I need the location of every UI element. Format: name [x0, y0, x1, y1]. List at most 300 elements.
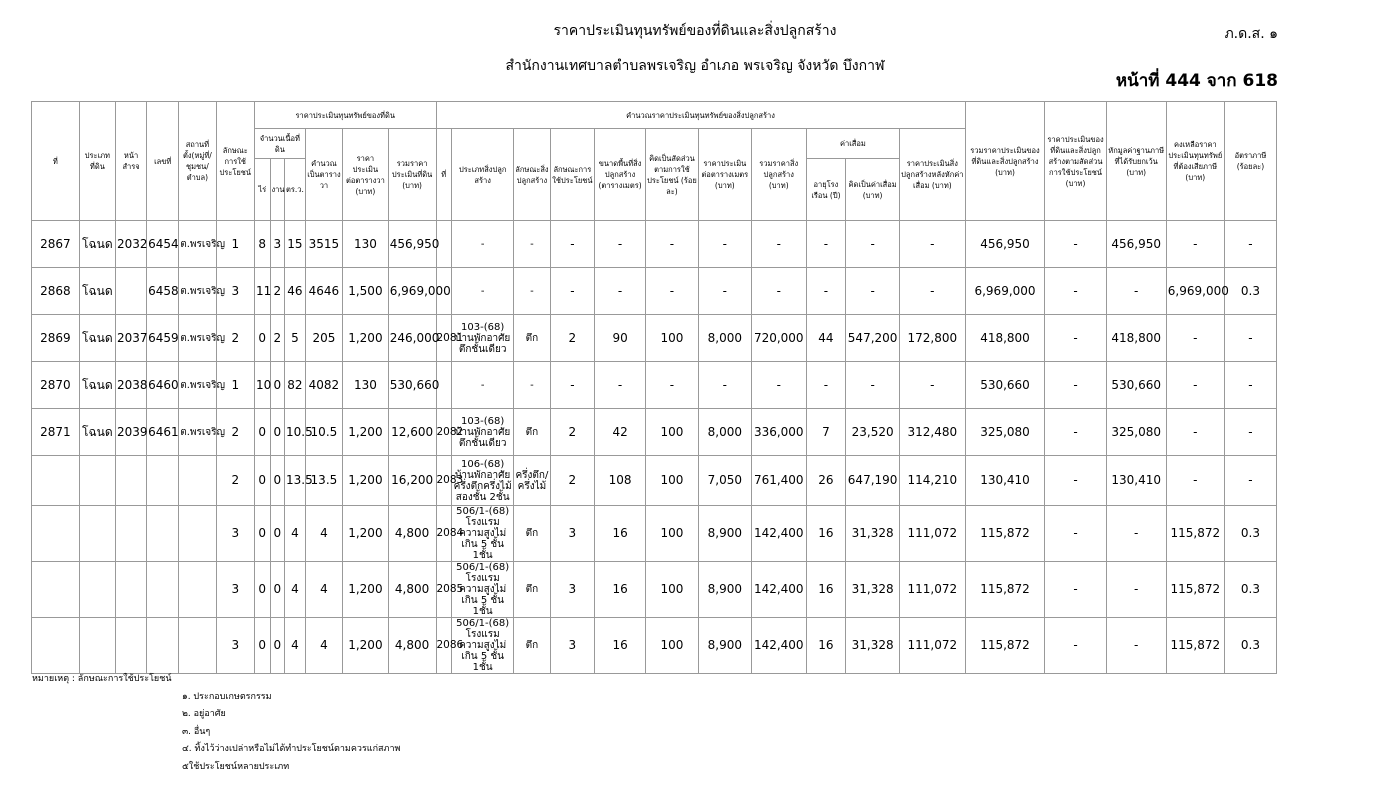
col-rai: ไร่ — [254, 159, 270, 221]
cell-b-price: - — [698, 221, 751, 268]
col-price-per-sqwa: ราคาประเมินต่อตารางวา (บาท) — [343, 129, 389, 221]
cell-b-price: 8,900 — [698, 562, 751, 618]
cell-b-depr: - — [846, 268, 900, 315]
cell-b-character: ตึก — [514, 409, 550, 456]
cell-b-age: 16 — [806, 506, 845, 562]
table-row — [32, 362, 1277, 409]
cell-b-usage: 3 — [550, 506, 595, 562]
cell-total-value: 325,080 — [965, 409, 1045, 456]
cell-proportion: - — [1045, 456, 1106, 506]
cell-b-depr: - — [846, 221, 900, 268]
cell-b-net: 111,072 — [900, 506, 966, 562]
table-row — [32, 221, 1277, 268]
cell-b-type: 103-(68) บ้านพักอาศัยตึกชั้นเดียว — [452, 409, 514, 456]
col-b-pct: คิดเป็นสัดส่วนตามการใช้ประโยชน์ (ร้อยละ) — [645, 129, 698, 221]
table-row — [32, 506, 1277, 562]
cell-b-pct: 100 — [645, 315, 698, 362]
cell-rate: - — [1224, 409, 1276, 456]
cell-doc-type: โฉนด — [79, 221, 115, 268]
document-title: ราคาประเมินทุนทรัพย์ของที่ดินและสิ่งปลูกสร้าง — [553, 23, 837, 39]
cell-no: 2870 — [32, 362, 80, 409]
cell-usage: 2 — [216, 456, 254, 506]
cell-remaining: 115,872 — [1166, 506, 1224, 562]
table-row — [32, 456, 1277, 506]
cell-proportion: - — [1045, 506, 1106, 562]
cell-survey-page: 2038 — [116, 362, 147, 409]
cell-calc-sqwa: 3515 — [305, 221, 342, 268]
cell-b-net: - — [900, 221, 966, 268]
cell-b-usage: - — [550, 221, 595, 268]
assessment-table — [31, 101, 1277, 674]
cell-b-price: 8,900 — [698, 506, 751, 562]
office-name: สำนักงานเทศบาลตำบลพรเจริญ อำเภอ พรเจริญ จังหวัด บึงกาฬ — [505, 58, 885, 74]
cell-land-total: 456,950 — [388, 221, 436, 268]
col-proportion: ราคาประเมินของที่ดินและสิ่งปลูกสร้างตามสัดส่วนการใช้ประโยชน์ (บาท) — [1045, 102, 1106, 221]
cell-land-total: 16,200 — [388, 456, 436, 506]
cell-b-age: 44 — [806, 315, 845, 362]
cell-b-size: 90 — [595, 315, 646, 362]
cell-rai: 11 — [254, 268, 270, 315]
cell-b-usage: 2 — [550, 456, 595, 506]
cell-b-no: 2084 — [436, 506, 452, 562]
cell-price-per-sqwa: 1,200 — [343, 506, 389, 562]
cell-usage: 3 — [216, 268, 254, 315]
cell-rate: - — [1224, 221, 1276, 268]
cell-location — [179, 506, 216, 562]
cell-calc-sqwa: 13.5 — [305, 456, 342, 506]
col-b-size: ขนาดพื้นที่สิ่งปลูกสร้าง (ตารางเมตร) — [595, 129, 646, 221]
cell-ngan: 0 — [270, 362, 285, 409]
col-survey-page: หน้าสำรจ — [116, 102, 147, 221]
cell-ngan: 0 — [270, 618, 285, 674]
cell-proportion: - — [1045, 315, 1106, 362]
cell-b-usage: - — [550, 362, 595, 409]
cell-b-size: - — [595, 362, 646, 409]
cell-b-no: 2081 — [436, 315, 452, 362]
cell-sqwa: 4 — [285, 562, 306, 618]
table-row — [32, 409, 1277, 456]
cell-total-value: 530,660 — [965, 362, 1045, 409]
form-code: ภ.ด.ส. ๑ — [1224, 26, 1278, 42]
cell-b-character: - — [514, 268, 550, 315]
cell-price-per-sqwa: 1,200 — [343, 409, 389, 456]
cell-rate: - — [1224, 456, 1276, 506]
col-land-group: ราคาประเมินทุนทรัพย์ของที่ดิน — [254, 102, 436, 129]
col-b-usage: ลักษณะการใช้ประโยชน์ — [550, 129, 595, 221]
cell-b-price: - — [698, 268, 751, 315]
cell-ngan: 0 — [270, 506, 285, 562]
cell-rate: 0.3 — [1224, 618, 1276, 674]
cell-b-price: - — [698, 362, 751, 409]
cell-doc-type: โฉนด — [79, 268, 115, 315]
cell-doc-type: โฉนด — [79, 315, 115, 362]
cell-number: 6459 — [147, 315, 179, 362]
table-row — [32, 268, 1277, 315]
cell-b-age: 26 — [806, 456, 845, 506]
cell-number: 6458 — [147, 268, 179, 315]
cell-b-type: 506/1-(68) โรงแรม ความสูงไม่เกิน 5 ชั้น 1ชั้น — [452, 562, 514, 618]
col-ngan: งาน — [270, 159, 285, 221]
cell-ngan: 2 — [270, 268, 285, 315]
cell-b-pct: 100 — [645, 506, 698, 562]
cell-calc-sqwa: 4 — [305, 506, 342, 562]
cell-land-total: 4,800 — [388, 506, 436, 562]
cell-ngan: 0 — [270, 409, 285, 456]
cell-usage: 2 — [216, 409, 254, 456]
cell-rai: 0 — [254, 315, 270, 362]
cell-survey-page — [116, 456, 147, 506]
cell-no — [32, 562, 80, 618]
cell-sqwa: 82 — [285, 362, 306, 409]
cell-location — [179, 618, 216, 674]
cell-land-total: 4,800 — [388, 562, 436, 618]
cell-b-no: 2082 — [436, 409, 452, 456]
cell-exempt: - — [1106, 506, 1166, 562]
cell-b-type: 506/1-(68) โรงแรม ความสูงไม่เกิน 5 ชั้น 1ชั้น — [452, 506, 514, 562]
col-total-value: รวมราคาประเมินของที่ดินและสิ่งปลูกสร้าง (บาท) — [965, 102, 1045, 221]
cell-doc-type: โฉนด — [79, 362, 115, 409]
cell-remaining: - — [1166, 409, 1224, 456]
cell-number — [147, 506, 179, 562]
col-calc-sqwa: คำนวณเป็นตารางวา — [305, 129, 342, 221]
cell-doc-type — [79, 562, 115, 618]
cell-b-size: 16 — [595, 506, 646, 562]
col-land-total: รวมราคาประเมินที่ดิน (บาท) — [388, 129, 436, 221]
cell-rai: 8 — [254, 221, 270, 268]
cell-b-age: 7 — [806, 409, 845, 456]
cell-b-total: 142,400 — [751, 506, 806, 562]
cell-sqwa: 15 — [285, 221, 306, 268]
cell-usage: 1 — [216, 221, 254, 268]
col-rate: อัตราภาษี (ร้อยละ) — [1224, 102, 1276, 221]
col-b-price: ราคาประเมินต่อตารางเมตร (บาท) — [698, 129, 751, 221]
cell-remaining: 115,872 — [1166, 562, 1224, 618]
cell-b-total: 761,400 — [751, 456, 806, 506]
cell-b-type: 106-(68) บ้านพักอาศัยครึ่งตึกครึ่งไม้สองชั้น 2ชั้น — [452, 456, 514, 506]
cell-b-total: - — [751, 268, 806, 315]
cell-b-size: - — [595, 221, 646, 268]
cell-rate: 0.3 — [1224, 506, 1276, 562]
cell-ngan: 0 — [270, 562, 285, 618]
cell-b-total: 142,400 — [751, 562, 806, 618]
cell-b-usage: 3 — [550, 562, 595, 618]
cell-survey-page — [116, 506, 147, 562]
cell-survey-page: 2032 — [116, 221, 147, 268]
cell-b-age: 16 — [806, 562, 845, 618]
cell-b-size: - — [595, 268, 646, 315]
col-b-type: ประเภทสิ่งปลูกสร้าง — [452, 129, 514, 221]
col-b-character: ลักษณะสิ่งปลูกสร้าง — [514, 129, 550, 221]
cell-location: ต.พรเจริญ — [179, 315, 216, 362]
cell-b-character: - — [514, 221, 550, 268]
cell-remaining: - — [1166, 221, 1224, 268]
cell-remaining: - — [1166, 456, 1224, 506]
cell-b-character: ตึก — [514, 618, 550, 674]
cell-exempt: - — [1106, 618, 1166, 674]
cell-price-per-sqwa: 1,200 — [343, 618, 389, 674]
cell-b-total: - — [751, 221, 806, 268]
cell-calc-sqwa: 4082 — [305, 362, 342, 409]
cell-sqwa: 5 — [285, 315, 306, 362]
cell-land-total: 530,660 — [388, 362, 436, 409]
table-row — [32, 618, 1277, 674]
cell-doc-type — [79, 456, 115, 506]
cell-total-value: 130,410 — [965, 456, 1045, 506]
cell-b-depr: 31,328 — [846, 562, 900, 618]
notes-heading: หมายเหตุ : ลักษณะการใช้ประโยชน์ — [32, 674, 172, 684]
cell-survey-page — [116, 562, 147, 618]
cell-number: 6461 — [147, 409, 179, 456]
cell-proportion: - — [1045, 362, 1106, 409]
cell-location: ต.พรเจริญ — [179, 409, 216, 456]
cell-number — [147, 456, 179, 506]
cell-b-price: 8,900 — [698, 618, 751, 674]
cell-b-no: 2086 — [436, 618, 452, 674]
cell-rate: 0.3 — [1224, 562, 1276, 618]
col-depr-group: ค่าเสื่อม — [806, 129, 899, 159]
table-body — [32, 221, 1277, 674]
cell-b-depr: 647,190 — [846, 456, 900, 506]
cell-land-total: 12,600 — [388, 409, 436, 456]
cell-proportion: - — [1045, 409, 1106, 456]
cell-b-net: 114,210 — [900, 456, 966, 506]
cell-b-pct: - — [645, 268, 698, 315]
cell-no: 2869 — [32, 315, 80, 362]
cell-number: 6460 — [147, 362, 179, 409]
page-number: หน้าที่ 444 จาก 618 — [1115, 71, 1278, 91]
cell-calc-sqwa: 205 — [305, 315, 342, 362]
cell-b-depr: 31,328 — [846, 506, 900, 562]
col-b-net: ราคาประเมินสิ่งปลูกสร้างหลังหักค่าเสื่อม (บาท) — [900, 129, 966, 221]
cell-b-pct: 100 — [645, 618, 698, 674]
cell-survey-page: 2039 — [116, 409, 147, 456]
cell-b-type: - — [452, 221, 514, 268]
cell-rai: 0 — [254, 409, 270, 456]
cell-exempt: 325,080 — [1106, 409, 1166, 456]
cell-exempt: 130,410 — [1106, 456, 1166, 506]
cell-usage: 3 — [216, 562, 254, 618]
cell-b-character: - — [514, 362, 550, 409]
cell-b-character: ครึ่งตึก/ครึ่งไม้ — [514, 456, 550, 506]
cell-proportion: - — [1045, 221, 1106, 268]
cell-exempt: 418,800 — [1106, 315, 1166, 362]
note-item: ๓. อื่นๆ — [182, 726, 211, 737]
cell-total-value: 6,969,000 — [965, 268, 1045, 315]
col-b-total: รวมราคาสิ่งปลูกสร้าง (บาท) — [751, 129, 806, 221]
cell-location: ต.พรเจริญ — [179, 221, 216, 268]
cell-b-pct: 100 — [645, 409, 698, 456]
note-item: ๕ใช้ประโยชน์หลายประเภท — [182, 761, 290, 772]
cell-b-net: 312,480 — [900, 409, 966, 456]
col-number: เลขที่ — [147, 102, 179, 221]
col-building-group: คำนวณราคาประเมินทุนทรัพย์ของสิ่งปลูกสร้าง — [436, 102, 965, 129]
cell-number — [147, 562, 179, 618]
cell-location — [179, 562, 216, 618]
cell-price-per-sqwa: 1,500 — [343, 268, 389, 315]
col-sqwa: ตร.ว. — [285, 159, 306, 221]
cell-b-depr: 23,520 — [846, 409, 900, 456]
cell-total-value: 418,800 — [965, 315, 1045, 362]
cell-no — [32, 456, 80, 506]
col-usage: ลักษณะการใช้ประโยชน์ — [216, 102, 254, 221]
cell-rate: - — [1224, 315, 1276, 362]
cell-b-total: - — [751, 362, 806, 409]
cell-calc-sqwa: 4 — [305, 618, 342, 674]
notes — [32, 671, 400, 776]
col-b-no: ที่ — [436, 129, 452, 221]
col-b-depr: คิดเป็นค่าเสื่อม (บาท) — [846, 159, 900, 221]
cell-exempt: - — [1106, 562, 1166, 618]
cell-b-usage: - — [550, 268, 595, 315]
cell-rate: - — [1224, 362, 1276, 409]
cell-usage: 2 — [216, 315, 254, 362]
cell-calc-sqwa: 10.5 — [305, 409, 342, 456]
col-area-group: จำนวนเนื้อที่ดิน — [254, 129, 305, 159]
cell-b-character: ตึก — [514, 506, 550, 562]
cell-survey-page — [116, 268, 147, 315]
cell-b-total: 720,000 — [751, 315, 806, 362]
cell-total-value: 115,872 — [965, 562, 1045, 618]
cell-b-age: - — [806, 268, 845, 315]
cell-no: 2871 — [32, 409, 80, 456]
cell-total-value: 115,872 — [965, 506, 1045, 562]
cell-total-value: 456,950 — [965, 221, 1045, 268]
cell-remaining: - — [1166, 315, 1224, 362]
cell-proportion: - — [1045, 268, 1106, 315]
note-item: ๔. ทิ้งไว้ว่างเปล่าหรือไม่ได้ทำประโยชน์ตามควรแก่สภาพ — [182, 744, 401, 754]
cell-b-net: - — [900, 362, 966, 409]
cell-rai: 10 — [254, 362, 270, 409]
cell-price-per-sqwa: 130 — [343, 221, 389, 268]
cell-b-character: ตึก — [514, 562, 550, 618]
cell-price-per-sqwa: 1,200 — [343, 315, 389, 362]
cell-b-net: - — [900, 268, 966, 315]
cell-remaining: - — [1166, 362, 1224, 409]
cell-location: ต.พรเจริญ — [179, 362, 216, 409]
cell-no: 2867 — [32, 221, 80, 268]
cell-b-total: 336,000 — [751, 409, 806, 456]
cell-exempt: 530,660 — [1106, 362, 1166, 409]
cell-price-per-sqwa: 1,200 — [343, 456, 389, 506]
cell-b-type: 103-(68) บ้านพักอาศัยตึกชั้นเดียว — [452, 315, 514, 362]
cell-b-size: 16 — [595, 562, 646, 618]
note-item: ๒. อยู่อาศัย — [182, 709, 226, 719]
cell-b-age: 16 — [806, 618, 845, 674]
cell-b-price: 7,050 — [698, 456, 751, 506]
cell-b-depr: 547,200 — [846, 315, 900, 362]
cell-location — [179, 456, 216, 506]
cell-b-character: ตึก — [514, 315, 550, 362]
cell-calc-sqwa: 4 — [305, 562, 342, 618]
cell-sqwa: 13.5 — [285, 456, 306, 506]
cell-survey-page: 2037 — [116, 315, 147, 362]
note-item: ๑. ประกอบเกษตรกรรม — [182, 691, 272, 702]
table-row — [32, 562, 1277, 618]
cell-survey-page — [116, 618, 147, 674]
cell-b-no: 2083 — [436, 456, 452, 506]
cell-location: ต.พรเจริญ — [179, 268, 216, 315]
cell-land-total: 246,000 — [388, 315, 436, 362]
cell-sqwa: 4 — [285, 618, 306, 674]
cell-exempt: 456,950 — [1106, 221, 1166, 268]
cell-proportion: - — [1045, 562, 1106, 618]
cell-remaining: 6,969,000 — [1166, 268, 1224, 315]
cell-b-pct: 100 — [645, 562, 698, 618]
cell-ngan: 2 — [270, 315, 285, 362]
cell-b-type: - — [452, 362, 514, 409]
cell-b-total: 142,400 — [751, 618, 806, 674]
col-no: ที่ — [32, 102, 80, 221]
cell-number: 6454 — [147, 221, 179, 268]
cell-rai: 0 — [254, 562, 270, 618]
cell-b-usage: 3 — [550, 618, 595, 674]
cell-doc-type — [79, 618, 115, 674]
cell-b-type: 506/1-(68) โรงแรม ความสูงไม่เกิน 5 ชั้น 1ชั้น — [452, 618, 514, 674]
cell-usage: 3 — [216, 618, 254, 674]
cell-b-usage: 2 — [550, 315, 595, 362]
cell-price-per-sqwa: 1,200 — [343, 562, 389, 618]
cell-rai: 0 — [254, 456, 270, 506]
col-doc-type: ประเภทที่ดิน — [79, 102, 115, 221]
cell-usage: 1 — [216, 362, 254, 409]
cell-ngan: 3 — [270, 221, 285, 268]
cell-ngan: 0 — [270, 456, 285, 506]
cell-sqwa: 4 — [285, 506, 306, 562]
cell-b-type: - — [452, 268, 514, 315]
cell-b-price: 8,000 — [698, 315, 751, 362]
cell-b-pct: - — [645, 362, 698, 409]
col-remaining: คงเหลือราคาประเมินทุนทรัพย์ที่ต้องเสียภาษี (บาท) — [1166, 102, 1224, 221]
cell-doc-type: โฉนด — [79, 409, 115, 456]
cell-b-depr: 31,328 — [846, 618, 900, 674]
col-b-age: อายุโรงเรือน (ปี) — [806, 159, 845, 221]
col-exempt: หักมูลค่าฐานภาษีที่ได้รับยกเว้น (บาท) — [1106, 102, 1166, 221]
cell-no — [32, 618, 80, 674]
cell-rai: 0 — [254, 618, 270, 674]
cell-b-price: 8,000 — [698, 409, 751, 456]
cell-no — [32, 506, 80, 562]
cell-usage: 3 — [216, 506, 254, 562]
cell-b-no: 2085 — [436, 562, 452, 618]
cell-rate: 0.3 — [1224, 268, 1276, 315]
cell-no: 2868 — [32, 268, 80, 315]
cell-doc-type — [79, 506, 115, 562]
cell-sqwa: 10.5 — [285, 409, 306, 456]
cell-b-depr: - — [846, 362, 900, 409]
cell-sqwa: 46 — [285, 268, 306, 315]
cell-price-per-sqwa: 130 — [343, 362, 389, 409]
table-row — [32, 315, 1277, 362]
cell-calc-sqwa: 4646 — [305, 268, 342, 315]
cell-b-age: - — [806, 362, 845, 409]
cell-number — [147, 618, 179, 674]
cell-b-net: 172,800 — [900, 315, 966, 362]
cell-land-total: 4,800 — [388, 618, 436, 674]
cell-exempt: - — [1106, 268, 1166, 315]
cell-b-size: 42 — [595, 409, 646, 456]
col-location: สถานที่ตั้ง(หมู่ที่/ชุมชน/ตำบล) — [179, 102, 216, 221]
cell-b-age: - — [806, 221, 845, 268]
cell-b-net: 111,072 — [900, 618, 966, 674]
cell-b-net: 111,072 — [900, 562, 966, 618]
cell-land-total: 6,969,000 — [388, 268, 436, 315]
cell-b-pct: 100 — [645, 456, 698, 506]
cell-b-size: 108 — [595, 456, 646, 506]
cell-remaining: 115,872 — [1166, 618, 1224, 674]
cell-b-usage: 2 — [550, 409, 595, 456]
cell-total-value: 115,872 — [965, 618, 1045, 674]
cell-b-size: 16 — [595, 618, 646, 674]
